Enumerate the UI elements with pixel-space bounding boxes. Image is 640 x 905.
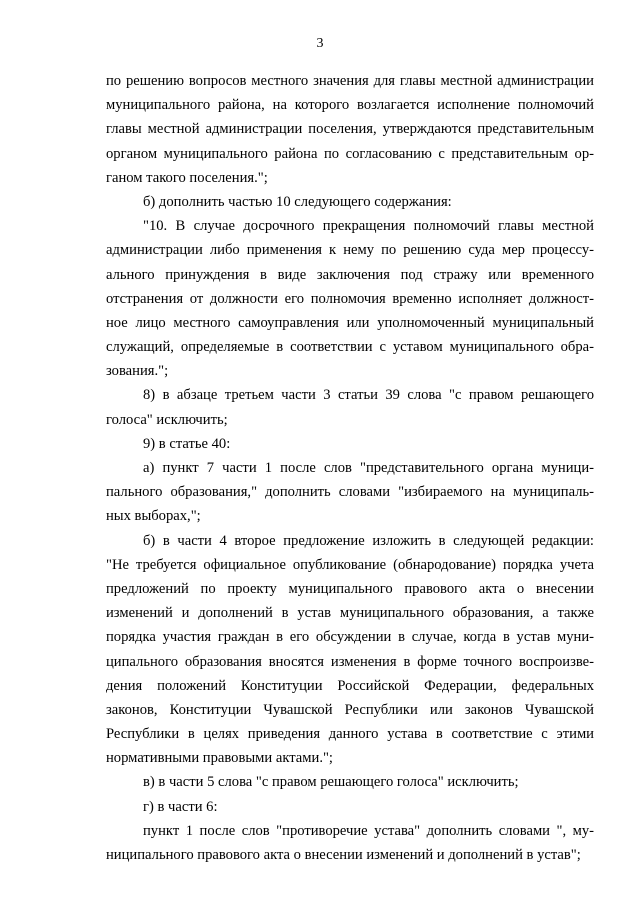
text-line: 9) в статье 40: [143,435,231,452]
text-line: а) пункт 7 части 1 после слов "представительного органа муници- [143,460,594,476]
text-line: пального образования," дополнить словами "избираемого на муниципаль- [106,484,594,501]
text-line: г) в части 6: [143,798,218,815]
text-line: Республики в целях приведения данного устава в соответствие с этими [106,726,594,743]
text-line: главы местной администрации поселения, утверждаются представительным [106,121,594,138]
text-line: нормативными правовыми актами."; [106,750,333,767]
page-number: 3 [316,36,324,51]
text-line: изменений и дополнений в устав муниципального образования, а также [106,605,594,622]
text-line: органом муниципального района по согласованию с представительным ор- [106,145,594,162]
text-line: предложений по проекту муниципального правового акта о внесении [106,580,594,597]
text-line: порядка участия граждан в его обсуждении в случае, когда в устав муни- [106,629,594,646]
text-line: законов, Конституции Чувашской Республики или законов Чувашской [106,701,594,718]
text-line: ального принуждения в виде заключения под стражу или временного [106,266,594,283]
text-line: отстранения от должности его полномочия временно исполняет должност- [106,290,594,307]
text-line: ципального образования вносятся изменения в форме точного воспроизве- [106,653,594,670]
text-line: "10. В случае досрочного прекращения полномочий главы местной [143,218,594,235]
text-line: 8) в абзаце третьем части 3 статьи 39 слова "с правом решающего [143,387,594,404]
text-line: служащий, определяемые в соответствии с уставом муниципального обра- [106,339,594,356]
text-line: "Не требуется официальное опубликование (обнародование) порядка учета [106,556,594,573]
text-line: в) в части 5 слова "с правом решающего голоса" исключить; [143,774,519,791]
text-line: б) дополнить частью 10 следующего содержания: [143,193,452,210]
text-line: муниципального района, на которого возлагается исполнение полномочий [106,97,594,114]
text-line: дения положений Конституции Российской Федерации, федеральных [106,677,594,694]
text-line: ных выборах,"; [106,508,201,525]
text-line: ганом такого поселения."; [106,169,268,186]
text-line: ниципального правового акта о внесении изменений и дополнений в устав"; [106,847,581,863]
text-line: голоса" исключить; [106,411,228,428]
text-line: пункт 1 после слов "противоречие устава" дополнить словами ", му- [143,822,594,839]
text-line: зования."; [106,363,169,380]
text-line: ное лицо местного самоуправления или уполномоченный муниципальный [106,314,594,331]
text-line: по решению вопросов местного значения для главы местной администрации [106,73,594,89]
text-line: администрации либо применения к нему по решению суда мер процессу- [106,242,594,259]
text-line: б) в части 4 второе предложение изложить в следующей редакции: [143,532,594,549]
document-body [106,69,594,867]
